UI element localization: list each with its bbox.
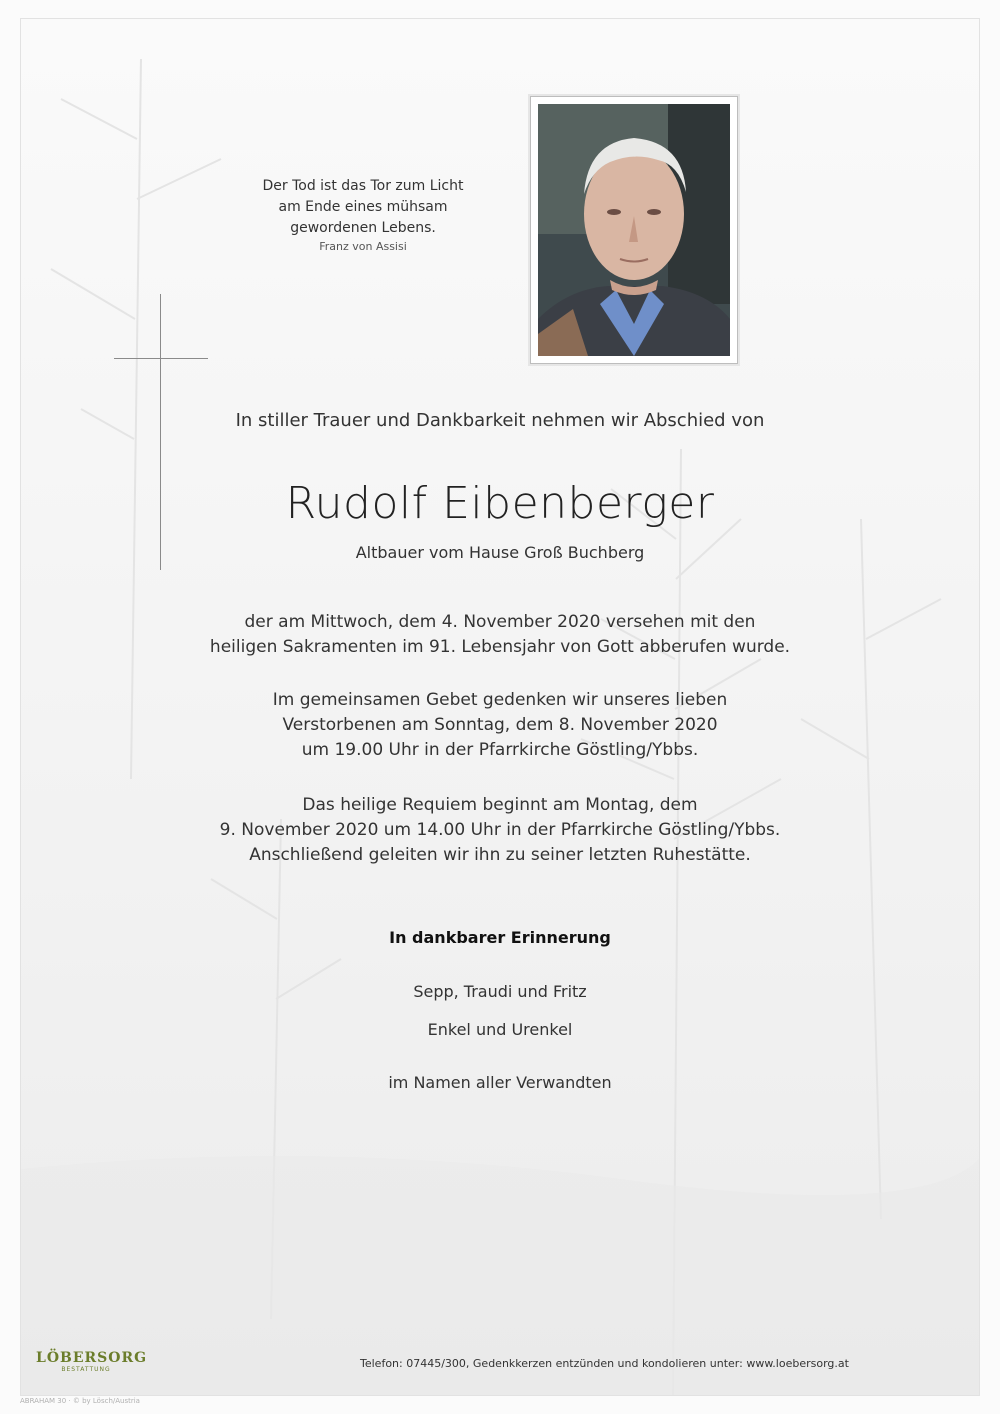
funeral-home-logo [36,1350,148,1373]
quote-line: Der Tod ist das Tor zum Licht [262,178,464,194]
thanks-heading: In dankbarer Erinnerung [389,928,611,947]
paragraph-line: Anschließend geleiten wir ihn zu seiner letzten Ruhestätte. [249,845,751,865]
quote-author: Franz von Assisi [319,240,407,253]
logo-subtext: BESTATTUNG [61,1366,111,1373]
family-line: Sepp, Traudi und Fritz [413,982,587,1001]
portrait-image [538,104,730,356]
death-notice-paragraph [0,610,1000,660]
paragraph-line: Das heilige Requiem beginnt am Montag, dem [302,795,698,815]
portrait-photo [530,96,738,364]
paragraph-line: heiligen Sakramenten im 91. Lebensjahr von Gott abberufen wurde. [209,637,791,657]
quote-line: am Ende eines mühsam [278,199,448,215]
deceased-subtitle: Altbauer vom Hause Groß Buchberg [355,543,645,562]
logo-text: LÖBERSORG [36,1350,148,1366]
quote-line: gewordenen Lebens. [290,220,436,236]
copyright-note: ABRAHAM 30 · © by Lösch/Austria [20,1397,140,1405]
family-line: im Namen aller Verwandten [388,1073,612,1092]
cross-horizontal [114,358,208,359]
deceased-name: Rudolf Eibenberger [285,478,715,529]
paragraph-line: 9. November 2020 um 14.00 Uhr in der Pfarrkirche Göstling/Ybbs. [219,820,781,840]
paragraph-line: der am Mittwoch, dem 4. November 2020 versehen mit den [244,612,756,632]
intro-text: In stiller Trauer und Dankbarkeit nehmen wir Abschied von [235,410,765,431]
paragraph-line: Verstorbenen am Sonntag, dem 8. November 2020 [282,715,718,735]
prayer-paragraph [0,688,1000,763]
paragraph-line: um 19.00 Uhr in der Pfarrkirche Göstling/Ybbs. [301,740,699,760]
family-line: Enkel und Urenkel [427,1020,573,1039]
paragraph-line: Im gemeinsamen Gebet gedenken wir unseres lieben [272,690,728,710]
requiem-paragraph [0,793,1000,868]
quote-block [228,176,498,255]
footer-contact: Telefon: 07445/300, Gedenkkerzen entzünden und kondolieren unter: www.loebersorg.at [360,1357,849,1370]
